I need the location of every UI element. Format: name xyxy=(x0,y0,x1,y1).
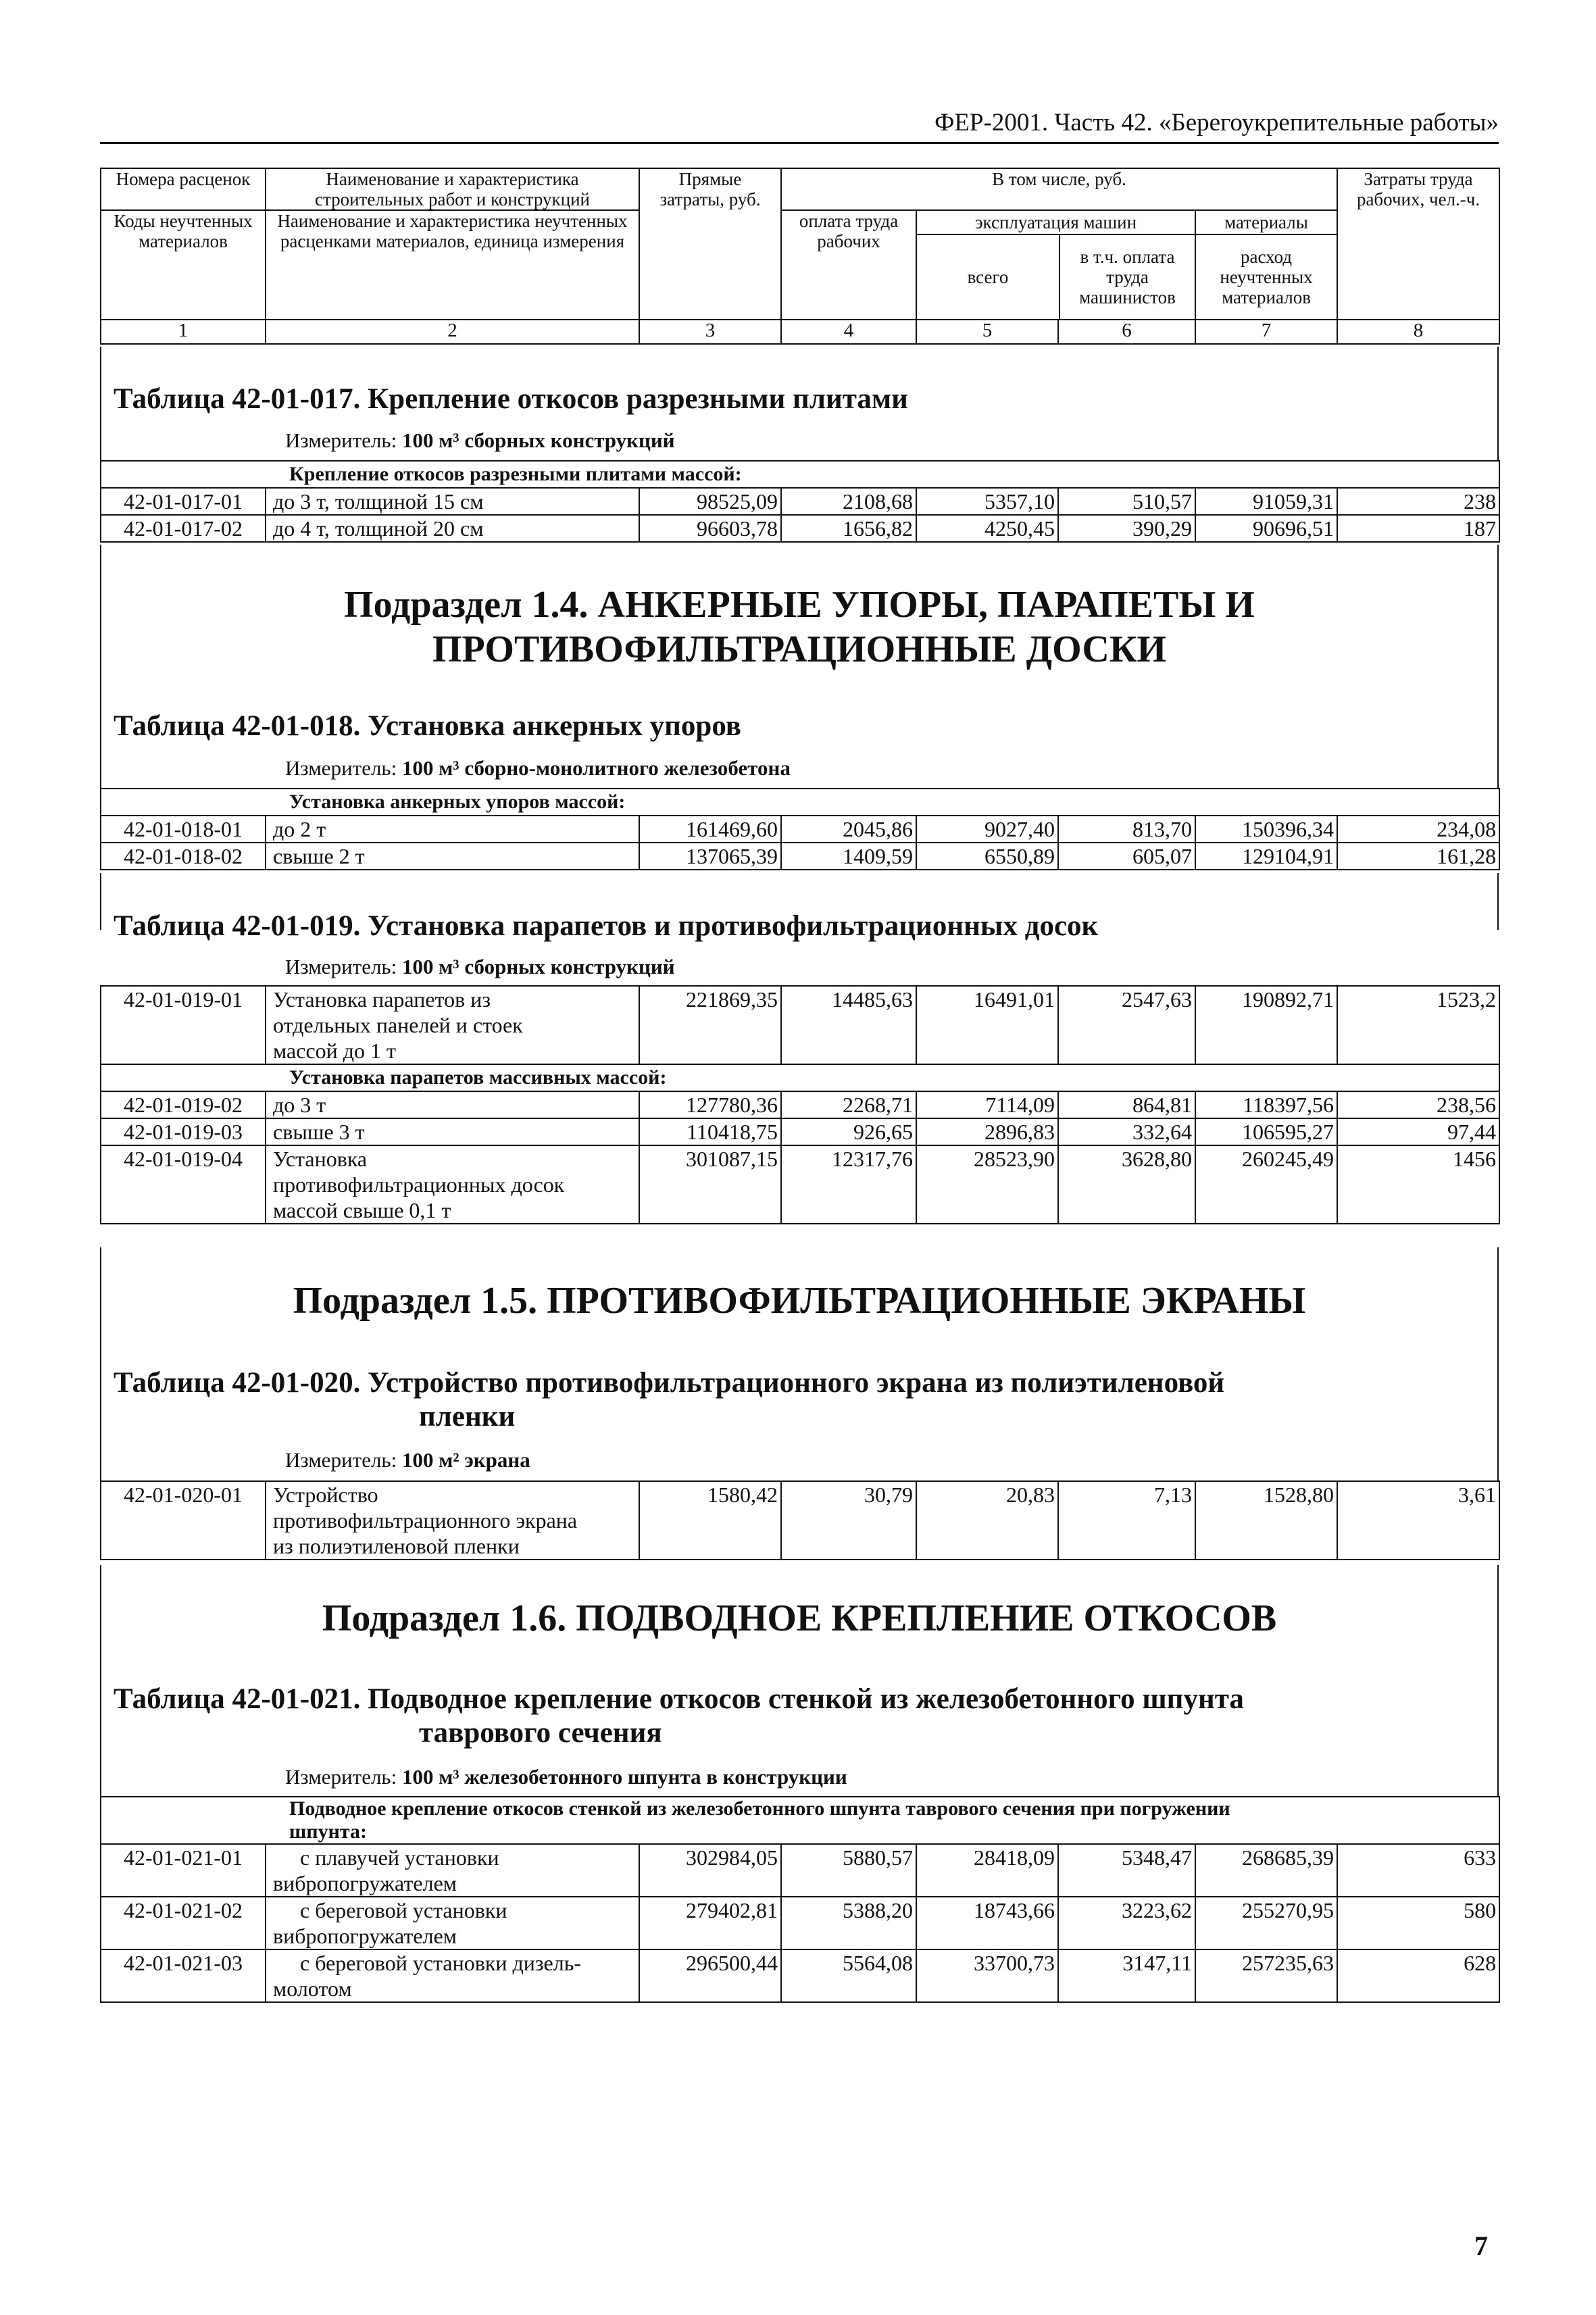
worker-pay: 12317,76 xyxy=(781,1145,916,1224)
direct-costs: 302984,05 xyxy=(639,1844,781,1897)
machinists-pay: 7,13 xyxy=(1058,1481,1195,1560)
subsection-1-6-heading: Подраздел 1.6. ПОДВОДНОЕ КРЕПЛЕНИЕ ОТКОСОВ xyxy=(322,1597,1277,1639)
machines-total: 20,83 xyxy=(916,1481,1058,1560)
machines-total: 28523,90 xyxy=(916,1145,1058,1224)
rate-name-line: массой свыше 0,1 т xyxy=(273,1198,451,1222)
table-017 xyxy=(100,460,1500,543)
table-row xyxy=(101,1118,1499,1145)
table-row xyxy=(101,1897,1499,1949)
worker-pay: 2045,86 xyxy=(781,816,916,843)
materials: 255270,95 xyxy=(1195,1897,1337,1949)
table-row xyxy=(101,986,1499,1064)
machinists-pay: 3147,11 xyxy=(1058,1949,1195,2002)
header-worker-pay: оплата труда рабочих xyxy=(781,210,916,320)
labor-costs: 628 xyxy=(1337,1949,1499,2002)
header-machines-total: всего xyxy=(917,235,1060,319)
subsection-1-4-heading xyxy=(100,582,1499,672)
machines-total: 6550,89 xyxy=(916,843,1058,870)
machinists-pay: 605,07 xyxy=(1058,843,1195,870)
rate-name-line: вибропогружателем xyxy=(273,1924,457,1948)
machines-total: 16491,01 xyxy=(916,986,1058,1064)
table-019-unit: Измеритель: 100 м³ сборных конструкций xyxy=(285,955,675,978)
labor-costs: 1456 xyxy=(1337,1145,1499,1224)
machines-total: 33700,73 xyxy=(916,1949,1058,2002)
header-num-6: 6 xyxy=(1058,320,1195,344)
page-number: 7 xyxy=(1474,2231,1488,2261)
worker-pay: 5388,20 xyxy=(781,1897,916,1949)
labor-costs: 97,44 xyxy=(1337,1118,1499,1145)
rate-code: 42-01-020-01 xyxy=(101,1481,266,1560)
direct-costs: 96603,78 xyxy=(639,515,781,542)
machines-total: 7114,09 xyxy=(916,1091,1058,1118)
direct-costs: 161469,60 xyxy=(639,816,781,843)
materials: 106595,27 xyxy=(1195,1118,1337,1145)
machinists-pay: 5348,47 xyxy=(1058,1844,1195,1897)
direct-costs: 1580,42 xyxy=(639,1481,781,1560)
table-017-group: Крепление откосов разрезными плитами массой: xyxy=(101,461,1499,488)
materials: 129104,91 xyxy=(1195,843,1337,870)
header-machinists-pay: в т.ч. оплата труда машинистов xyxy=(1079,247,1176,307)
table-row xyxy=(101,1481,1499,1560)
subsection-1-5-heading: Подраздел 1.5. ПРОТИВОФИЛЬТРАЦИОННЫЕ ЭКРАНЫ xyxy=(293,1280,1306,1322)
rate-name-line: вибропогружателем xyxy=(273,1871,457,1895)
worker-pay: 1656,82 xyxy=(781,515,916,542)
header-material-codes: Коды неучтенных материалов xyxy=(101,210,266,320)
table-021-title-line2: таврового сечения xyxy=(419,1717,662,1749)
header-materials-group xyxy=(1195,210,1337,320)
table-018-unit: Измеритель: 100 м³ сборно-монолитного железобетона xyxy=(285,756,791,780)
labor-costs: 1523,2 xyxy=(1337,986,1499,1064)
rate-name-line: Устройство xyxy=(273,1483,378,1507)
rate-name-line: с береговой установки xyxy=(300,1898,507,1922)
rate-name xyxy=(266,1145,639,1224)
table-020 xyxy=(100,1480,1500,1560)
table-021 xyxy=(100,1796,1500,2003)
header-num-1: 1 xyxy=(101,320,266,344)
machinists-pay: 813,70 xyxy=(1058,816,1195,843)
header-machines: эксплуатация машин xyxy=(917,211,1195,235)
labor-costs: 238,56 xyxy=(1337,1091,1499,1118)
materials: 150396,34 xyxy=(1195,816,1337,843)
machinists-pay: 2547,63 xyxy=(1058,986,1195,1064)
materials: 257235,63 xyxy=(1195,1949,1337,2002)
rate-name: до 3 т xyxy=(266,1091,639,1118)
rate-name-line: с плавучей установки xyxy=(300,1845,499,1870)
direct-costs: 110418,75 xyxy=(639,1118,781,1145)
worker-pay: 1409,59 xyxy=(781,843,916,870)
table-021-group xyxy=(101,1797,1499,1844)
rate-name xyxy=(266,986,639,1064)
rate-code: 42-01-019-02 xyxy=(101,1091,266,1118)
rate-code: 42-01-017-02 xyxy=(101,515,266,542)
rate-name: до 4 т, толщиной 20 см xyxy=(266,515,639,542)
rate-code: 42-01-019-01 xyxy=(101,986,266,1064)
table-row xyxy=(101,1949,1499,2002)
table-row xyxy=(101,515,1499,542)
table-018-group: Установка анкерных упоров массой: xyxy=(101,789,1499,816)
rate-code: 42-01-019-04 xyxy=(101,1145,266,1224)
machinists-pay: 332,64 xyxy=(1058,1118,1195,1145)
rate-name xyxy=(266,1949,639,2002)
machines-total: 18743,66 xyxy=(916,1897,1058,1949)
rate-name: до 2 т xyxy=(266,816,639,843)
direct-costs: 98525,09 xyxy=(639,488,781,515)
materials: 91059,31 xyxy=(1195,488,1337,515)
labor-costs: 3,61 xyxy=(1337,1481,1499,1560)
rate-name-line: массой до 1 т xyxy=(273,1039,397,1063)
direct-costs: 127780,36 xyxy=(639,1091,781,1118)
header-num-5: 5 xyxy=(916,320,1058,344)
machinists-pay: 3628,80 xyxy=(1058,1145,1195,1224)
machinists-pay: 510,57 xyxy=(1058,488,1195,515)
rate-name: свыше 3 т xyxy=(266,1118,639,1145)
table-021-group-line1: Подводное крепление откосов стенкой из железобетонного шпунта таврового сечения при погружении xyxy=(289,1797,1230,1820)
table-020-title-line2: пленки xyxy=(419,1401,516,1433)
rate-code: 42-01-018-02 xyxy=(101,843,266,870)
table-row xyxy=(101,1091,1499,1118)
table-row xyxy=(101,1844,1499,1897)
machinists-pay: 864,81 xyxy=(1058,1091,1195,1118)
rate-code: 42-01-018-01 xyxy=(101,816,266,843)
table-021-title xyxy=(114,1683,1244,1750)
materials: 1528,80 xyxy=(1195,1481,1337,1560)
machines-total: 4250,45 xyxy=(916,515,1058,542)
direct-costs: 296500,44 xyxy=(639,1949,781,2002)
rate-name: до 3 т, толщиной 15 см xyxy=(266,488,639,515)
table-019 xyxy=(100,985,1500,1224)
table-021-unit: Измеритель: 100 м³ железобетонного шпунта в конструкции xyxy=(285,1765,847,1789)
worker-pay: 30,79 xyxy=(781,1481,916,1560)
rate-name-line: Установка xyxy=(273,1147,368,1171)
header-num-3: 3 xyxy=(639,320,781,344)
running-head: ФЕР-2001. Часть 42. «Берегоукрепительные работы» xyxy=(934,109,1499,136)
rate-code: 42-01-019-03 xyxy=(101,1118,266,1145)
table-018-title: Таблица 42-01-018. Установка анкерных упоров xyxy=(114,710,741,742)
labor-costs: 238 xyxy=(1337,488,1499,515)
machines-total: 9027,40 xyxy=(916,816,1058,843)
table-018 xyxy=(100,788,1500,870)
rate-code: 42-01-021-01 xyxy=(101,1844,266,1897)
header-direct-costs: Прямые затраты, руб. xyxy=(639,168,781,320)
machines-total: 5357,10 xyxy=(916,488,1058,515)
machines-total: 28418,09 xyxy=(916,1844,1058,1897)
machinists-pay: 3223,62 xyxy=(1058,1897,1195,1949)
table-row xyxy=(101,816,1499,843)
rate-name xyxy=(266,1844,639,1897)
rate-name-line: из полиэтиленовой пленки xyxy=(273,1534,520,1558)
header-labor-costs: Затраты труда рабочих, чел.-ч. xyxy=(1337,168,1499,320)
materials: 260245,49 xyxy=(1195,1145,1337,1224)
labor-costs: 580 xyxy=(1337,1897,1499,1949)
rate-code: 42-01-017-01 xyxy=(101,488,266,515)
subsection-1-4-line1: Подраздел 1.4. АНКЕРНЫЕ УПОРЫ, ПАРАПЕТЫ И xyxy=(344,584,1255,626)
materials: 90696,51 xyxy=(1195,515,1337,542)
rate-name-line: отдельных панелей и стоек xyxy=(273,1013,523,1037)
table-017-unit: Измеритель: 100 м³ сборных конструкций xyxy=(285,428,675,452)
worker-pay: 14485,63 xyxy=(781,986,916,1064)
labor-costs: 187 xyxy=(1337,515,1499,542)
table-row xyxy=(101,488,1499,515)
table-017-title: Таблица 42-01-017. Крепление откосов разрезными плитами xyxy=(114,383,908,415)
worker-pay: 926,65 xyxy=(781,1118,916,1145)
machines-total: 2896,83 xyxy=(916,1118,1058,1145)
header-machines-group xyxy=(916,210,1195,320)
rate-name: свыше 2 т xyxy=(266,843,639,870)
subsection-1-4-line2: ПРОТИВОФИЛЬТРАЦИОННЫЕ ДОСКИ xyxy=(432,628,1167,670)
direct-costs: 301087,15 xyxy=(639,1145,781,1224)
direct-costs: 137065,39 xyxy=(639,843,781,870)
table-020-unit: Измеритель: 100 м² экрана xyxy=(285,1448,530,1472)
header-rate-numbers: Номера расценок xyxy=(101,168,266,210)
worker-pay: 2108,68 xyxy=(781,488,916,515)
header-including: В том числе, руб. xyxy=(781,168,1337,210)
header-materials: материалы xyxy=(1196,211,1337,235)
table-020-title xyxy=(114,1366,1224,1434)
direct-costs: 279402,81 xyxy=(639,1897,781,1949)
rate-name xyxy=(266,1897,639,1949)
rate-name xyxy=(266,1481,639,1560)
header-rule xyxy=(100,142,1499,144)
materials: 190892,71 xyxy=(1195,986,1337,1064)
table-021-group-line2: шпунта: xyxy=(289,1820,367,1843)
rate-name-line: Установка парапетов из xyxy=(273,987,491,1012)
header-num-4: 4 xyxy=(781,320,916,344)
header-unaccounted-materials: расход неучтенных материалов xyxy=(1220,247,1313,307)
rate-code: 42-01-021-03 xyxy=(101,1949,266,2002)
rate-name-line: молотом xyxy=(273,1976,352,2001)
rate-name-line: противофильтрационных досок xyxy=(273,1172,565,1197)
labor-costs: 161,28 xyxy=(1337,843,1499,870)
direct-costs: 221869,35 xyxy=(639,986,781,1064)
worker-pay: 5880,57 xyxy=(781,1844,916,1897)
worker-pay: 2268,71 xyxy=(781,1091,916,1118)
materials: 268685,39 xyxy=(1195,1844,1337,1897)
materials: 118397,56 xyxy=(1195,1091,1337,1118)
table-020-title-line1: Таблица 42-01-020. Устройство противофильтрационного экрана из полиэтиленовой xyxy=(114,1367,1225,1399)
rate-code: 42-01-021-02 xyxy=(101,1897,266,1949)
table-021-title-line1: Таблица 42-01-021. Подводное крепление откосов стенкой из железобетонного шпунта xyxy=(114,1683,1244,1715)
table-019-title: Таблица 42-01-019. Установка парапетов и противофильтрационных досок xyxy=(114,910,1099,942)
header-num-7: 7 xyxy=(1195,320,1337,344)
table-row xyxy=(101,1145,1499,1224)
column-header-table xyxy=(100,168,1500,345)
worker-pay: 5564,08 xyxy=(781,1949,916,2002)
rate-name-line: с береговой установки дизель- xyxy=(300,1951,581,1975)
labor-costs: 633 xyxy=(1337,1844,1499,1897)
header-material-name: Наименование и характеристика неучтенных расценками материалов, единица измерения xyxy=(266,210,639,320)
table-row xyxy=(101,843,1499,870)
header-num-2: 2 xyxy=(266,320,639,344)
labor-costs: 234,08 xyxy=(1337,816,1499,843)
machinists-pay: 390,29 xyxy=(1058,515,1195,542)
header-num-8: 8 xyxy=(1337,320,1499,344)
table-019-group: Установка парапетов массивных массой: xyxy=(101,1064,1499,1091)
header-work-name: Наименование и характеристика строительных работ и конструкций xyxy=(266,168,639,210)
rate-name-line: противофильтрационного экрана xyxy=(273,1508,578,1533)
